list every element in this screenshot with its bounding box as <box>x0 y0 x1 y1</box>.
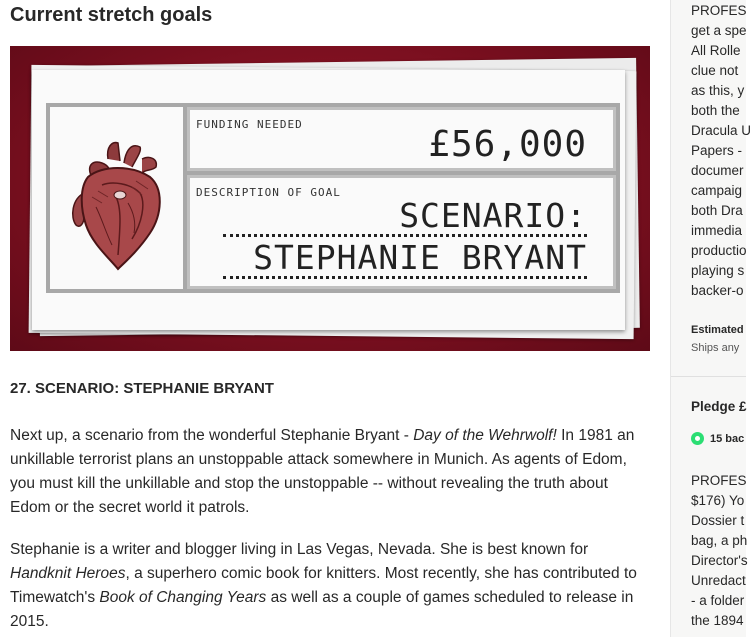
dotted-rule-2 <box>223 276 587 279</box>
estimated-delivery <box>691 320 744 356</box>
backers-count <box>691 432 744 445</box>
funding-needed-label: FUNDING NEEDED <box>196 118 303 131</box>
sidebar-text-line: immedia <box>691 223 743 238</box>
sidebar-text-line: documer <box>691 163 744 178</box>
estimated-label: Estimated <box>691 324 744 336</box>
sidebar-text-line: clue not <box>691 63 739 78</box>
reward-description <box>691 1 751 301</box>
sidebar-text-line: productio <box>691 243 747 258</box>
stretch-goal-banner <box>10 46 650 351</box>
sidebar-text-line: backer-o <box>691 283 744 298</box>
reward-details <box>691 471 748 631</box>
book-title: Handknit Heroes <box>10 565 126 582</box>
sidebar-text-line: PROFES <box>691 473 747 488</box>
reward-sidebar <box>670 0 751 637</box>
funding-box <box>187 107 616 171</box>
sidebar-text-line: PROFES <box>691 3 747 18</box>
author-bio-paragraph <box>10 538 650 634</box>
sidebar-text-line: Dracula U <box>691 123 751 138</box>
sidebar-text-line: both the <box>691 103 740 118</box>
goal-text-line-2: STEPHANIE BRYANT <box>253 238 587 277</box>
anatomical-heart-icon <box>62 137 172 272</box>
ships-text: Ships any <box>691 342 740 354</box>
sidebar-text-line: Director's <box>691 553 748 568</box>
description-box <box>187 175 616 289</box>
sidebar-text-line: Papers - <box>691 143 743 158</box>
sidebar-separator <box>671 376 746 377</box>
sidebar-text-line: both Dra <box>691 203 743 218</box>
funding-amount: £56,000 <box>428 124 587 165</box>
dotted-rule-1 <box>223 234 587 237</box>
pledge-amount-title[interactable]: Pledge £ <box>691 399 747 414</box>
paragraph-text: In 1981 an unkillable terrorist plans an unstoppable attack somewhere in Munich. As agents of Edom, you must kill the unkillable and stop the unstoppable -- without revealing the truth about Edom or the secret world it patrols. <box>10 427 635 516</box>
paragraph-text: Stephanie is a writer and blogger living in Las Vegas, Nevada. She is best known for <box>10 541 589 558</box>
sidebar-text-line: $176) Yo <box>691 493 745 508</box>
book-title: Book of Changing Years <box>99 589 267 606</box>
backers-badge-icon <box>691 432 704 445</box>
stretch-goal-card <box>32 70 625 330</box>
goal-text-line-1: SCENARIO: <box>399 196 587 235</box>
scenario-title: Day of the Wehrwolf! <box>413 427 557 444</box>
description-label: DESCRIPTION OF GOAL <box>196 186 341 199</box>
card-frame <box>46 103 620 293</box>
sidebar-text-line: get a spe <box>691 23 747 38</box>
sidebar-text-line: as this, y <box>691 83 745 98</box>
sidebar-text-line: Dossier t <box>691 513 745 528</box>
goal-heading: 27. SCENARIO: STEPHANIE BRYANT <box>10 380 274 397</box>
backers-text: 15 bac <box>710 432 745 445</box>
paragraph-text: Next up, a scenario from the wonderful Stephanie Bryant - <box>10 427 414 444</box>
goal-description-paragraph <box>10 424 650 520</box>
sidebar-text-line: playing s <box>691 263 745 278</box>
sidebar-text-line: campaig <box>691 183 743 198</box>
paragraph-text: , a superhero comic book for knitters. Most recently, she has contributed to Timewatch's <box>10 565 637 606</box>
paragraph-text: as well as a couple of games scheduled to release in 2015. <box>10 589 634 630</box>
sidebar-text-line: the 1894 <box>691 613 744 628</box>
section-title: Current stretch goals <box>10 4 213 26</box>
sidebar-text-line: All Rolle <box>691 43 741 58</box>
sidebar-text-line: bag, a ph <box>691 533 748 548</box>
sidebar-text-line: - a folder <box>691 593 745 608</box>
sidebar-text-line: Unredact <box>691 573 746 588</box>
